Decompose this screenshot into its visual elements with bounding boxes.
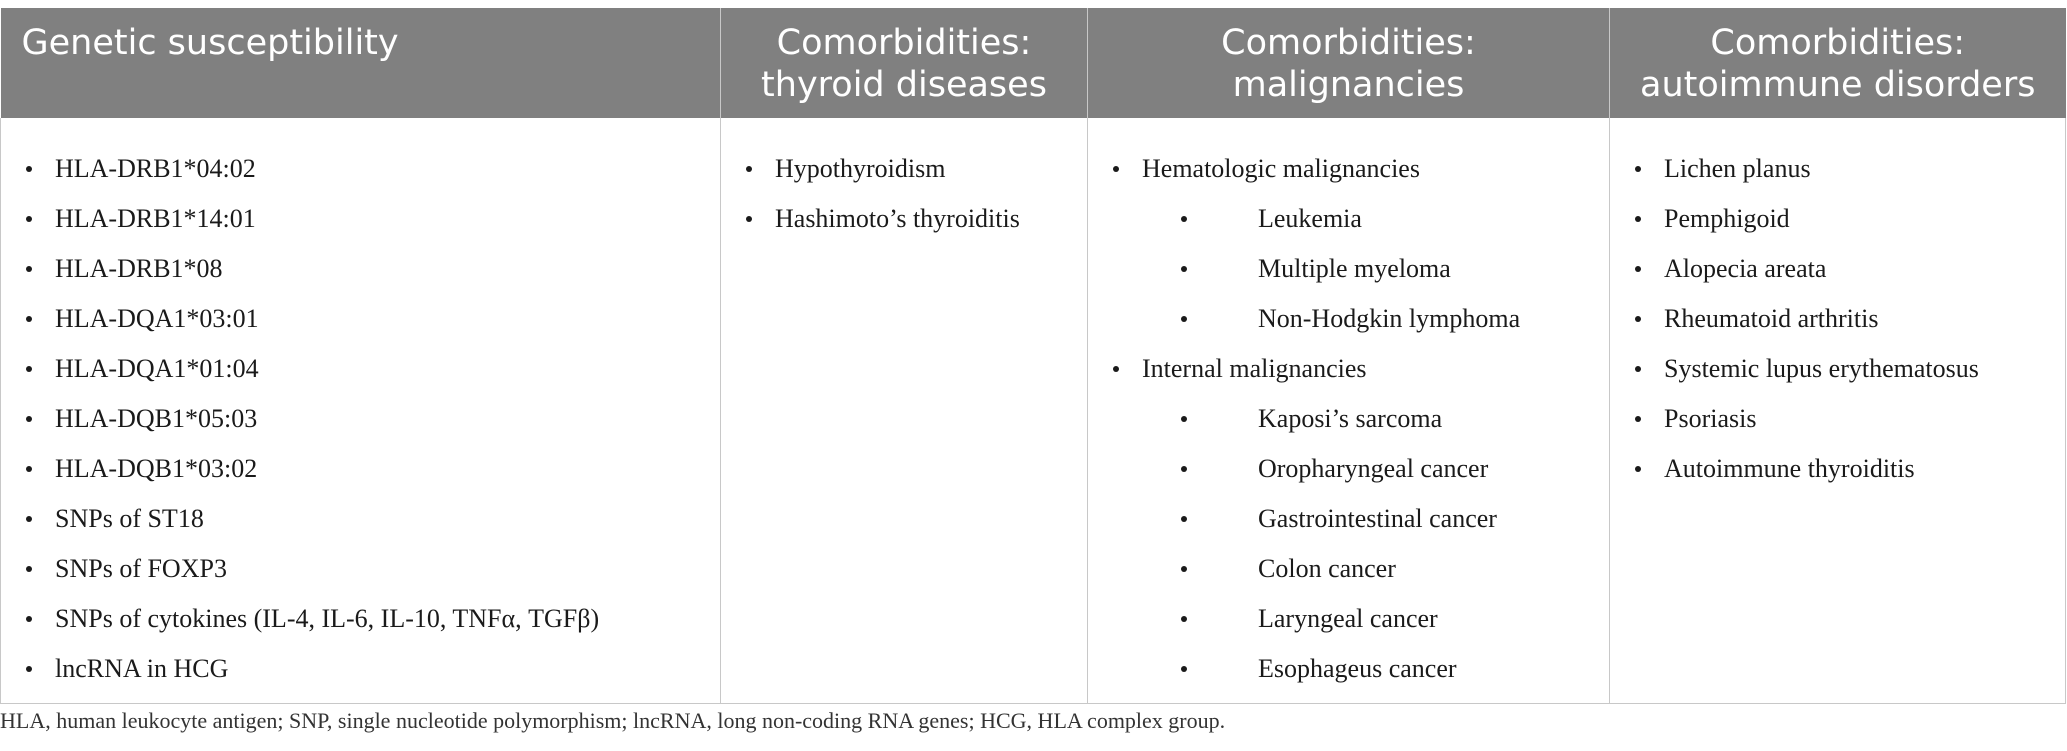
list-item: Systemic lupus erythematosus — [1610, 344, 2065, 394]
sub-list-item: Leukemia — [1088, 194, 1609, 244]
malignancies-list — [1088, 118, 1609, 694]
header-line: autoimmune disorders — [1640, 65, 2036, 105]
sub-list-item: Colon cancer — [1088, 544, 1609, 594]
comorbidities-table-container — [0, 8, 2065, 704]
cell-malignancies — [1088, 118, 1610, 703]
thyroid-diseases-list — [721, 118, 1087, 244]
sub-list-item: Laryngeal cancer — [1088, 594, 1609, 644]
sub-list-item: Gastrointestinal cancer — [1088, 494, 1609, 544]
autoimmune-disorders-list — [1610, 118, 2065, 494]
list-item: HLA-DRB1*14:01 — [1, 194, 720, 244]
table-body-row — [1, 118, 2066, 703]
list-item: HLA-DQB1*05:03 — [1, 394, 720, 444]
sub-list-item: Kaposi’s sarcoma — [1088, 394, 1609, 444]
list-item: Alopecia areata — [1610, 244, 2065, 294]
list-item: Hematologic malignancies — [1088, 144, 1609, 194]
table-footnote: HLA, human leukocyte antigen; SNP, single nucleotide polymorphism; lncRNA, long non-coding RNA genes; HCG, HLA complex group. — [0, 708, 1226, 733]
header-line: Comorbidities: — [776, 23, 1032, 63]
table-header-row — [1, 8, 2066, 118]
list-item: SNPs of cytokines (IL-4, IL-6, IL-10, TNFα, TGFβ) — [1, 594, 720, 644]
sub-list-item: Oropharyngeal cancer — [1088, 444, 1609, 494]
list-item: SNPs of ST18 — [1, 494, 720, 544]
list-item: Hypothyroidism — [721, 144, 1087, 194]
header-genetic-susceptibility — [1, 8, 721, 118]
list-item: Rheumatoid arthritis — [1610, 294, 2065, 344]
list-item: HLA-DQA1*01:04 — [1, 344, 720, 394]
sub-list-item: Multiple myeloma — [1088, 244, 1609, 294]
header-thyroid-diseases — [721, 8, 1088, 118]
cell-autoimmune-disorders — [1610, 118, 2066, 703]
cell-thyroid-diseases — [721, 118, 1088, 703]
list-item: Lichen planus — [1610, 144, 2065, 194]
list-item: SNPs of FOXP3 — [1, 544, 720, 594]
header-line: Comorbidities: — [1710, 23, 1966, 63]
header-line: malignancies — [1232, 65, 1465, 105]
list-item: HLA-DRB1*08 — [1, 244, 720, 294]
list-item: HLA-DQB1*03:02 — [1, 444, 720, 494]
header-line: Comorbidities: — [1221, 23, 1476, 63]
sub-list-item: Non-Hodgkin lymphoma — [1088, 294, 1609, 344]
list-item: HLA-DRB1*04:02 — [1, 144, 720, 194]
list-item: Internal malignancies — [1088, 344, 1609, 394]
list-item: Autoimmune thyroiditis — [1610, 444, 2065, 494]
cell-genetic-susceptibility — [1, 118, 721, 703]
list-item: Pemphigoid — [1610, 194, 2065, 244]
comorbidities-table — [0, 8, 2066, 704]
list-item: HLA-DQA1*03:01 — [1, 294, 720, 344]
list-item: Psoriasis — [1610, 394, 2065, 444]
header-line: thyroid diseases — [761, 65, 1047, 105]
list-item: lncRNA in HCG — [1, 644, 720, 694]
sub-list-item: Esophageus cancer — [1088, 644, 1609, 694]
header-line: Genetic susceptibility — [21, 23, 399, 63]
header-autoimmune-disorders — [1610, 8, 2066, 118]
list-item: Hashimoto’s thyroiditis — [721, 194, 1087, 244]
genetic-susceptibility-list — [1, 118, 720, 694]
header-malignancies — [1088, 8, 1610, 118]
